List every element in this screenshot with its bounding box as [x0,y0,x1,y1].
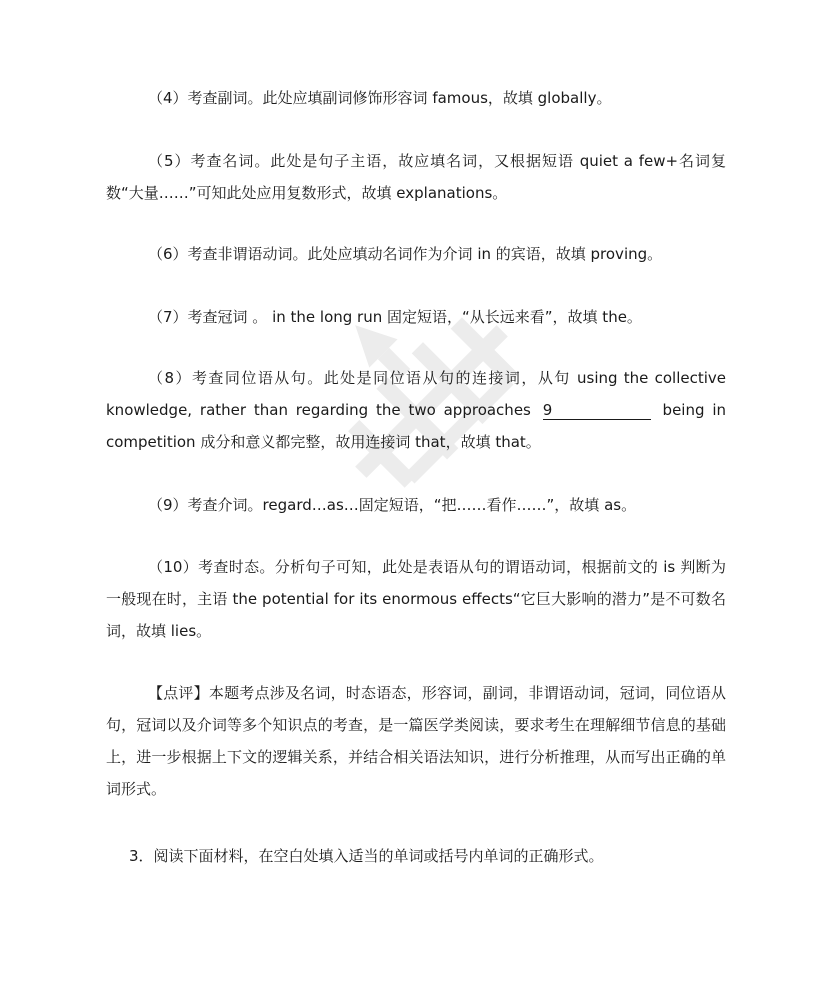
explanation-4: （4）考查副词。此处应填副词修饰形容词 famous，故填 globally。 [148,89,612,107]
explanation-8-after: being in competition 成分和意义都完整，故用连接词 that，故填 that。 [106,401,726,451]
explanation-7: （7）考查冠词 。 in the long run 固定短语，“从长远来看”，故填 the。 [148,308,642,326]
explanation-6: （6）考查非谓语动词。此处应填动名词作为介词 in 的宾语，故填 proving。 [148,245,663,263]
comment-paragraph: 【点评】本题考点涉及名词，时态语态，形容词，副词，非谓语动词，冠词，同位语从句，冠词以及介词等多个知识点的考查，是一篇医学类阅读，要求考生在理解细节信息的基础上，进一步根据上下文的逻辑关系，并结合相关语法知识，进行分析推理，从而写出正确的单词形式。 [106,684,726,798]
explanation-8 [106,362,726,458]
blank-9: 9 [543,401,651,420]
question-3-instruction: 3．阅读下面材料，在空白处填入适当的单词或括号内单词的正确形式。 [129,847,604,865]
explanation-9: （9）考查介词。regard…as…固定短语，“把……看作……”，故填 as。 [148,496,637,514]
explanation-10: （10）考查时态。分析句子可知，此处是表语从句的谓语动词，根据前文的 is 判断为一般现在时，主语 the potential for its enormous effects“它巨大影响的潜力”是不可数名词，故填 lies。 [106,558,726,640]
explanation-8-before: （8）考查同位语从句。此处是同位语从句的连接词，从句 using the collective knowledge, rather than regarding the two approaches [106,369,726,419]
explanation-5: （5）考查名词。此处是句子主语，故应填名词，又根据短语 quiet a few+名词复数“大量……”可知此处应用复数形式，故填 explanations。 [106,152,726,202]
